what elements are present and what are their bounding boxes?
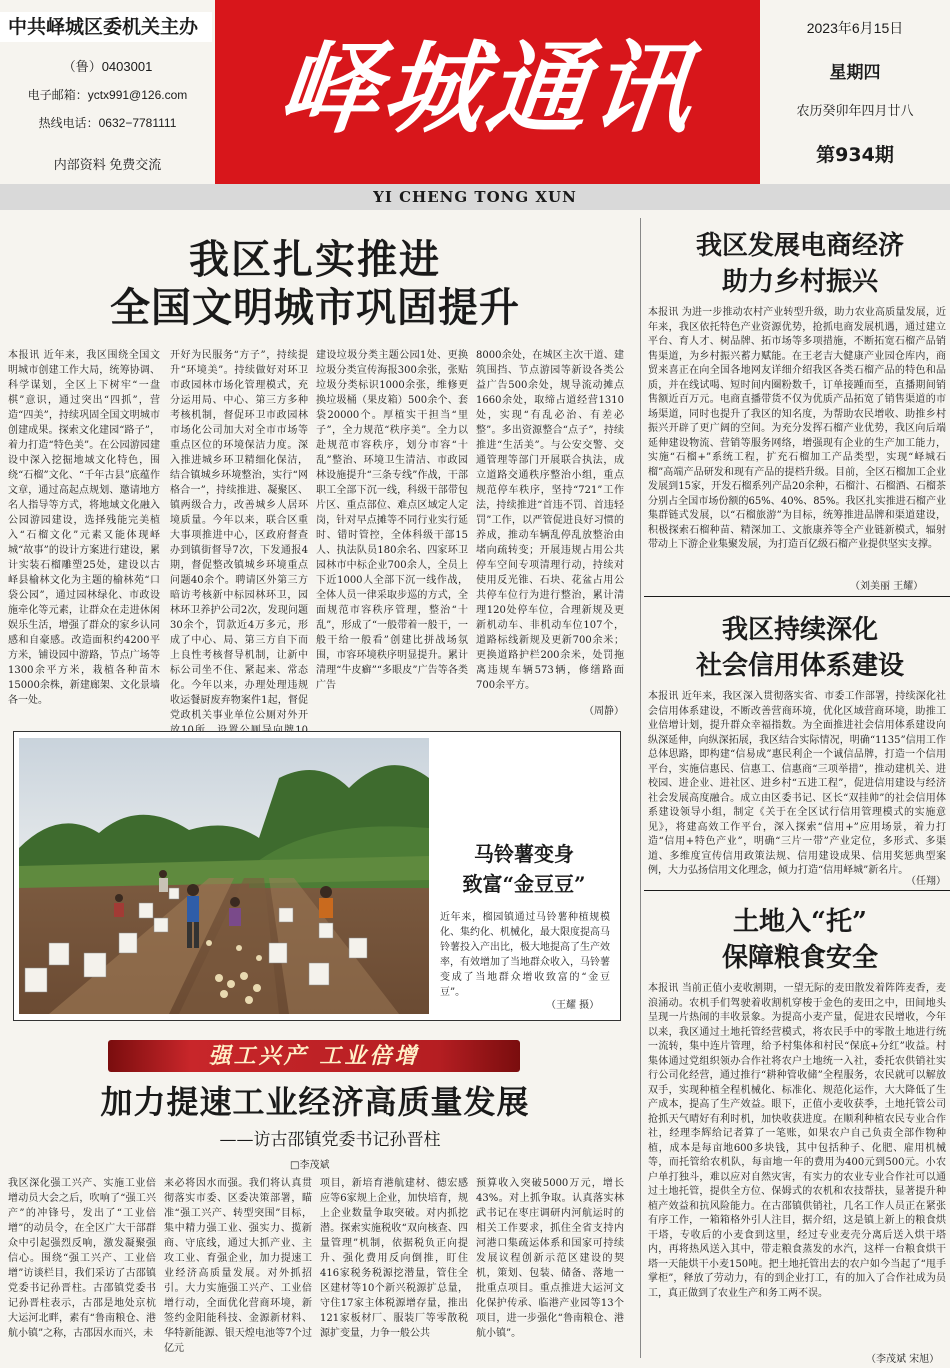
land-headline-line2: 保障粮食安全 [721, 943, 878, 973]
feature-headline-line1: 马铃薯变身 [474, 842, 574, 866]
credit-credit: （任翔） [906, 876, 946, 887]
industry-body-col2: 来必将因水而强。我们将认真贯彻落实市委、区委决策部署，瞄准“强工兴产、转型突围”目标，集中精力强工业、强实力、揽新商、守底线，通过大抓产业、主攻工业、育强企业，加力提速工业经济高质量发展。对外抓招引。大力实施强工兴产、工业倍增行动，全面优化营商环境，新签约金阳能科技、金源新材料、华特新能源、银天煌电池等7个过亿元 [164, 1178, 312, 1354]
column-divider [640, 218, 641, 1358]
industry-body-col3: 项目，新培育港航建材、德宏感应等6家规上企业，加快培育，规上企业数量争取突破。对内抓挖潜。探索实施税收“双向核查、四量管理”机制，依据税负正向提升、强化费用反向倒推，盯住416家税务税源挖潜量，管住全区建材等10个新兴税源扩总量，守住17家主体税源增存量，推出121家板材厂、服装厂等零散税源扩变量，力争一般公共 [320, 1178, 468, 1339]
potato-harvest-photo [19, 738, 429, 1014]
industry-body-col4: 预算收入突破5000万元，增长43%。对上抓争取。认真落实林武书记在枣庄调研内河航运时的相关工作要求，抓住全省支持内河港口集疏运体系和国家可持续发展议程创新示范区建设的契机，策划、包装、储备、落地一批重点项目。重点推进大运河文化保护传承、临港产业园等13个项目，进一步强化“鲁南粮仓、港航小镇”。 [476, 1178, 624, 1339]
registration-number: （鲁）0403001 [62, 59, 153, 74]
right-divider-1 [644, 596, 950, 597]
industry-body-col1: 我区深化强工兴产、实施工业倍增动员大会之后，吹响了“强工兴产”的冲锋号，发出了“工业倍增”的动员令，在全区广大干部群众中引起强烈反响，激发凝聚强信心。围绕“强工兴产、工业倍增”访谈栏目，我们采访了古邵镇党委书记孙晋柱。古邵镇党委书记孙晋柱表示，古邵是地处京杭大运河北畔，素有“鲁南粮仓、港航小镇”之称，古邵因水而兴，未 [8, 1178, 156, 1339]
lunar-date: 农历癸卯年四月廿八 [796, 104, 914, 119]
feature-headline-line2: 致富“金豆豆” [462, 872, 586, 896]
credit-headline-line1: 我区持续深化 [721, 615, 878, 645]
lead-headline-line2: 全国文明城市巩固提升 [110, 284, 520, 331]
right-divider-2 [644, 890, 950, 891]
industry-subtitle: ——访古邵镇党委书记孙晋柱 [219, 1130, 441, 1150]
email-label: 电子邮箱：yctx991@126.com [27, 88, 188, 102]
weekday-label: 星期四 [829, 63, 881, 83]
internal-notice: 内部资料 免费交流 [53, 157, 162, 172]
lead-body-col2: 开好为民服务“方子”，持续提升“环境美”。持续做好对环卫市政园林市场化管理模式，充分运用局、中心、第三方多种考核机制，督促环卫市政园林市场化公司加大对全市市场等重点区位的环境保洁力度。深入推进城乡环卫精细化保洁，结合镇城乡环境整治，实行“网格合一”，持续推进、凝聚区、镇两级合力，改善城乡人居环境质量。今年以来，联合区重大事项推进中心，区政府督查办到镇街督导7次，下发通报4期，督促整改镇城乡环境重点问题40余个。聘请区外第三方暗访考核新中标园林环卫，园林环卫养护公司2次，发现问题30余个，罚款近4万多元，形成了中心、局、第三方自下而上良性考核督导机制，让新中标公司坐不住、紧起来、常态化。今年以来，办理处理违规收运餐厨废弃物案件1起，督促党政机关事业单位公厕对外开 [170, 350, 308, 721]
photo-feature-box [13, 731, 621, 1021]
newspaper-title: 峄城通讯 [273, 29, 702, 147]
lead-credit: （周静） [584, 706, 624, 717]
masthead-title-block [215, 0, 760, 184]
industry-byline: □李茂斌 [290, 1160, 330, 1171]
ecommerce-headline-line2: 助力乡村振兴 [721, 267, 878, 297]
feature-caption: 近年来，榴园镇通过马铃薯种植规模化、集约化、机械化，最大限度提高马铃薯投入产出比，极大地提高了生产效率，有效增加了当地群众收入，马铃薯变成了当地群众增收致富的“金豆豆”。 [440, 912, 610, 998]
lead-body-col3: 建设垃圾分类主题公园1处、更换垃圾分类宣传海报300余张，张贴垃圾分类标识1000余张，维修更换垃圾桶（果皮箱）500余个、套袋20000个。厚植实干担当“里子”，全力规范“秩序美”。全力以赴规范市容秩序，划分市容“十乱”整治、环境卫生清洁、市政园林设施提升“三条专线”作战，干部职工全部下沉一线，科级干部带包片区、重点部位、难点区域定人定岗，针对早点摊等不同行业实行延时、错时管控，全体科级干部15人、执法队员180余名、四家环卫园林市中标企业700余人，全员上下近1000人全部下沉一线作战，全体人员一律采取步巡的方式，全面规范市容秩序管理，整治“十乱”，形成了“一般带着一般干，一般干给一般看”创建比拼战场氛围，市容环境秩序明显提升。累计清理“牛皮癣”“多眼皮”广告等各类广告 [316, 350, 468, 691]
credit-headline-line2: 社会信用体系建设 [695, 651, 904, 681]
issue-date: 2023年6月15日 [806, 20, 904, 36]
organizer-label: 中共峄城区委机关主办 [0, 12, 212, 42]
pinyin-bar: YI CHENG TONG XUN [0, 184, 950, 210]
issue-number: 第934期 [816, 144, 894, 166]
lead-body-col4: 8000余处，在城区主次干道、建筑围挡、节点游园等新设各类公益广告500余处，规导流动摊点1660余处，取缔占道经营1310处，实现“有乱必治、有差必整”。多出资源整合“点子”，持续推进“生活美”。与公安交警、交通管理等部门开展联合执法，成立道路交通秩序整治小组，重点规范停车秩序，坚持“721”工作法，持续推进“首违不罚、首违轻罚”工作，以严管促进良好习惯的养成，推动车辆乱停乱放整治由堵向疏转变；开展违规占用公共停车空间专项清理行动，持续对使用反光锥、石块、花盆占用公共停车位行为进行整治，累计清理120处停车位，合理新规及更新机动车、非机动车位107个，道路标线新规及更新700余米；更换道路护栏200余米，处罚拖离违规车辆573辆，修缮路面700余平方。 [476, 350, 624, 691]
ecommerce-credit: （刘美丽 王耀） [850, 581, 924, 592]
ecommerce-headline-line1: 我区发展电商经济 [695, 231, 904, 261]
ecommerce-body: 本报讯 为进一步推动农村产业转型升级，助力农业高质量发展，近年来，我区依托特色产业资源优势，抢抓电商发展机遇，通过建立平台、育人才、树品牌、拓市场等多项措施，不断拓宽石榴产品销售渠道，为乡村振兴蓄力赋能。在王老吉大健康产业园仓库内，商贸来喜正在向全国各地网友详细介绍我区各类石榴产品的特色和品质，并在线试喝、短时间内圈粉数千，订单接踵而至，直播期间销售额近百万元。电商直播带货不仅为优质产品拓宽了销售渠道的市场渠道，同时也提升了我区的知名度，为帮助农民增收、助推乡村振兴开辟了更广阔的空间。为充分发挥石榴产业优势，我区向后端延伸建设物流、营销等服务网络，增强现有企业的生产加工能力，实施“石榴+”系统工程，扩充石榴加工产品类型，实现“峄城石榴”高端产品研发和现有产品的提档升级。目前，全区石榴加工企业发展到15家，开发石榴系列产品20余种，石榴汁、石榴酒、石榴茶分别占全国市场份额的65%、40%、85%。我区扎实推进石榴产业集群链式发展，以“石榴旅游”为目标，统筹推进品牌和渠道建设，积极探索石榴种苗、精深加工、文旅康养等全产业链新模式，辐射带动上下游企业集聚发展，为打造百亿级石榴产业提供坚实支撑。 [648, 307, 946, 550]
masthead-date-panel [760, 0, 950, 184]
land-credit: （李茂斌 宋旭） [866, 1354, 940, 1365]
lead-headline-line1: 我区扎实推进 [189, 236, 441, 283]
lead-body-col1: 本报讯 近年来，我区围绕全国文明城市创建工作大局，统筹协调、科学谋划，全区上下树牢“一盘棋”意识，通过突出“四抓”，营造“四美”，持续巩固全国文明城市创建成果。探索文化建园“路子”，着力打造“特色美”。在公园游园建设中深入挖掘地域文化特色，围绕“石榴”文化、“千年古县”底蕴作文章，通过高起点规划、邀请地方名人指导等方式，将地域文化融入公园游园建设，选择残能完美植入“石榴文化”元素又能体现峄城“故事”的设计方案进行建设，累计实装石榴雕塑25处，建设以古峄县榆林文化为主题的榆林苑“口袋公园”，通过园林绿化、市政设施牵化等元素，让群众在走进休闲娱乐生活，增强了群众的家乡认同感和自豪感。改造面积约4200平方米，铺设园中游路，节点广场等1300余平方米，栽植各种苗木15000余株，新建廊架、文化景墙各一处。 [8, 350, 160, 706]
hotline-label: 热线电话：0632−7781111 [38, 116, 177, 130]
land-body: 本报讯 当前正值小麦收割期，一望无际的麦田散发着阵阵麦香，麦浪涌动。农机手们驾驶着收割机穿梭于金色的麦田之中，田间地头呈现一片热闹的丰收景象。为提高小麦产量，促进农民增收，今年以来，我区通过土地托管经营模式，将农民手中的零散土地进行统一流转，集中连片管理，给予村集体和村民“保底+分红”收益。村集体通过党组织领办合作社将农户土地统一入社，委托农供销社实行公司化经营，通过推行“耕种管收储”全程服务，农民就可以解放双手，实现种植全程机械化、标准化、规范化运作，大大降低了生产成本，提高了生产效益。眼下，正值小麦收获季，土地托管公司抢抓天气晴好有利时机，加快收获进度。在顺利种植农民专业合作社，经理李辉给记者算了一笔账，如果农户自己负责全部作物种植，成本是每亩地600多块钱，其中包括种子、化肥、雇用机械等，而托管给农机队，每亩地一年的费用为400元到500元。小农户单打独斗，难以应对自然灾害，有实力的农业专业合作社可以通过土地托管，提供全方位、保姆式的农机和农技帮扶，显著提升种植产效益和抗风险能力。在古邵镇供销社，几名工作人员正在紧张有序工作，一箱箱格外引人注目，据介绍，这是镇上新上的粮食烘干塔，专收后的小麦食到这里，经过专业麦壳分离后送入烘干塔内，再将热风送入其中，带走粮食蒸发的水汽，这样一台粮食烘干塔一天能烘干小麦150吨。把土地托管出去的农户如今当起了“甩手掌柜”，释放了劳动力，有的到企业打工，有的加入了合作社成为员工，真正做到了农业生产和务工两不误。 [648, 983, 946, 1299]
masthead-info-panel [0, 0, 215, 182]
feature-credit: （王耀 摄） [546, 1000, 600, 1011]
industry-headline: 加力提速工业经济高质量发展 [100, 1083, 530, 1121]
field-illustration [19, 738, 429, 1014]
land-headline-line1: 土地入“托” [733, 907, 867, 937]
masthead [0, 0, 950, 206]
column-banner: 强工兴产 工业倍增 [108, 1040, 520, 1072]
credit-body: 本报讯 近年来，我区深入贯彻落实省、市委工作部署，持续深化社会信用体系建设，不断改善营商环境，优化区域营商环境，助推工业倍增计划，提升群众幸福指数。为全面推进社会信用体系建设向纵深延伸，向纵深拓展，我区结合实际情况，明确“1135”信用工作总体思路，即构建“信易成”惠民利企一个诚信品牌，打造一个信用平台，实施信惠民、信惠工、信惠商“三项举措”，推动建机关、进校园、进企业、进社区、进乡村“五进工程”，促进信用建设与经济社会发展高度融合。成立由区委书记、区长“双挂帅”的社会信用体系建设领导小组，制定《关于在全区试行信用管理模式的实施意见》，将建高效工作平台，深入探索“信用+”应用场景，着力打造“信用+特色产业”，明确“三片一带”产业定位，多形式、多渠道、多维度宣传信用政策法规、信用建设成果、信用奖惩典型案例，大力弘扬信用文化理念，倾力打造“信用峄城”新名片。 [648, 691, 946, 876]
